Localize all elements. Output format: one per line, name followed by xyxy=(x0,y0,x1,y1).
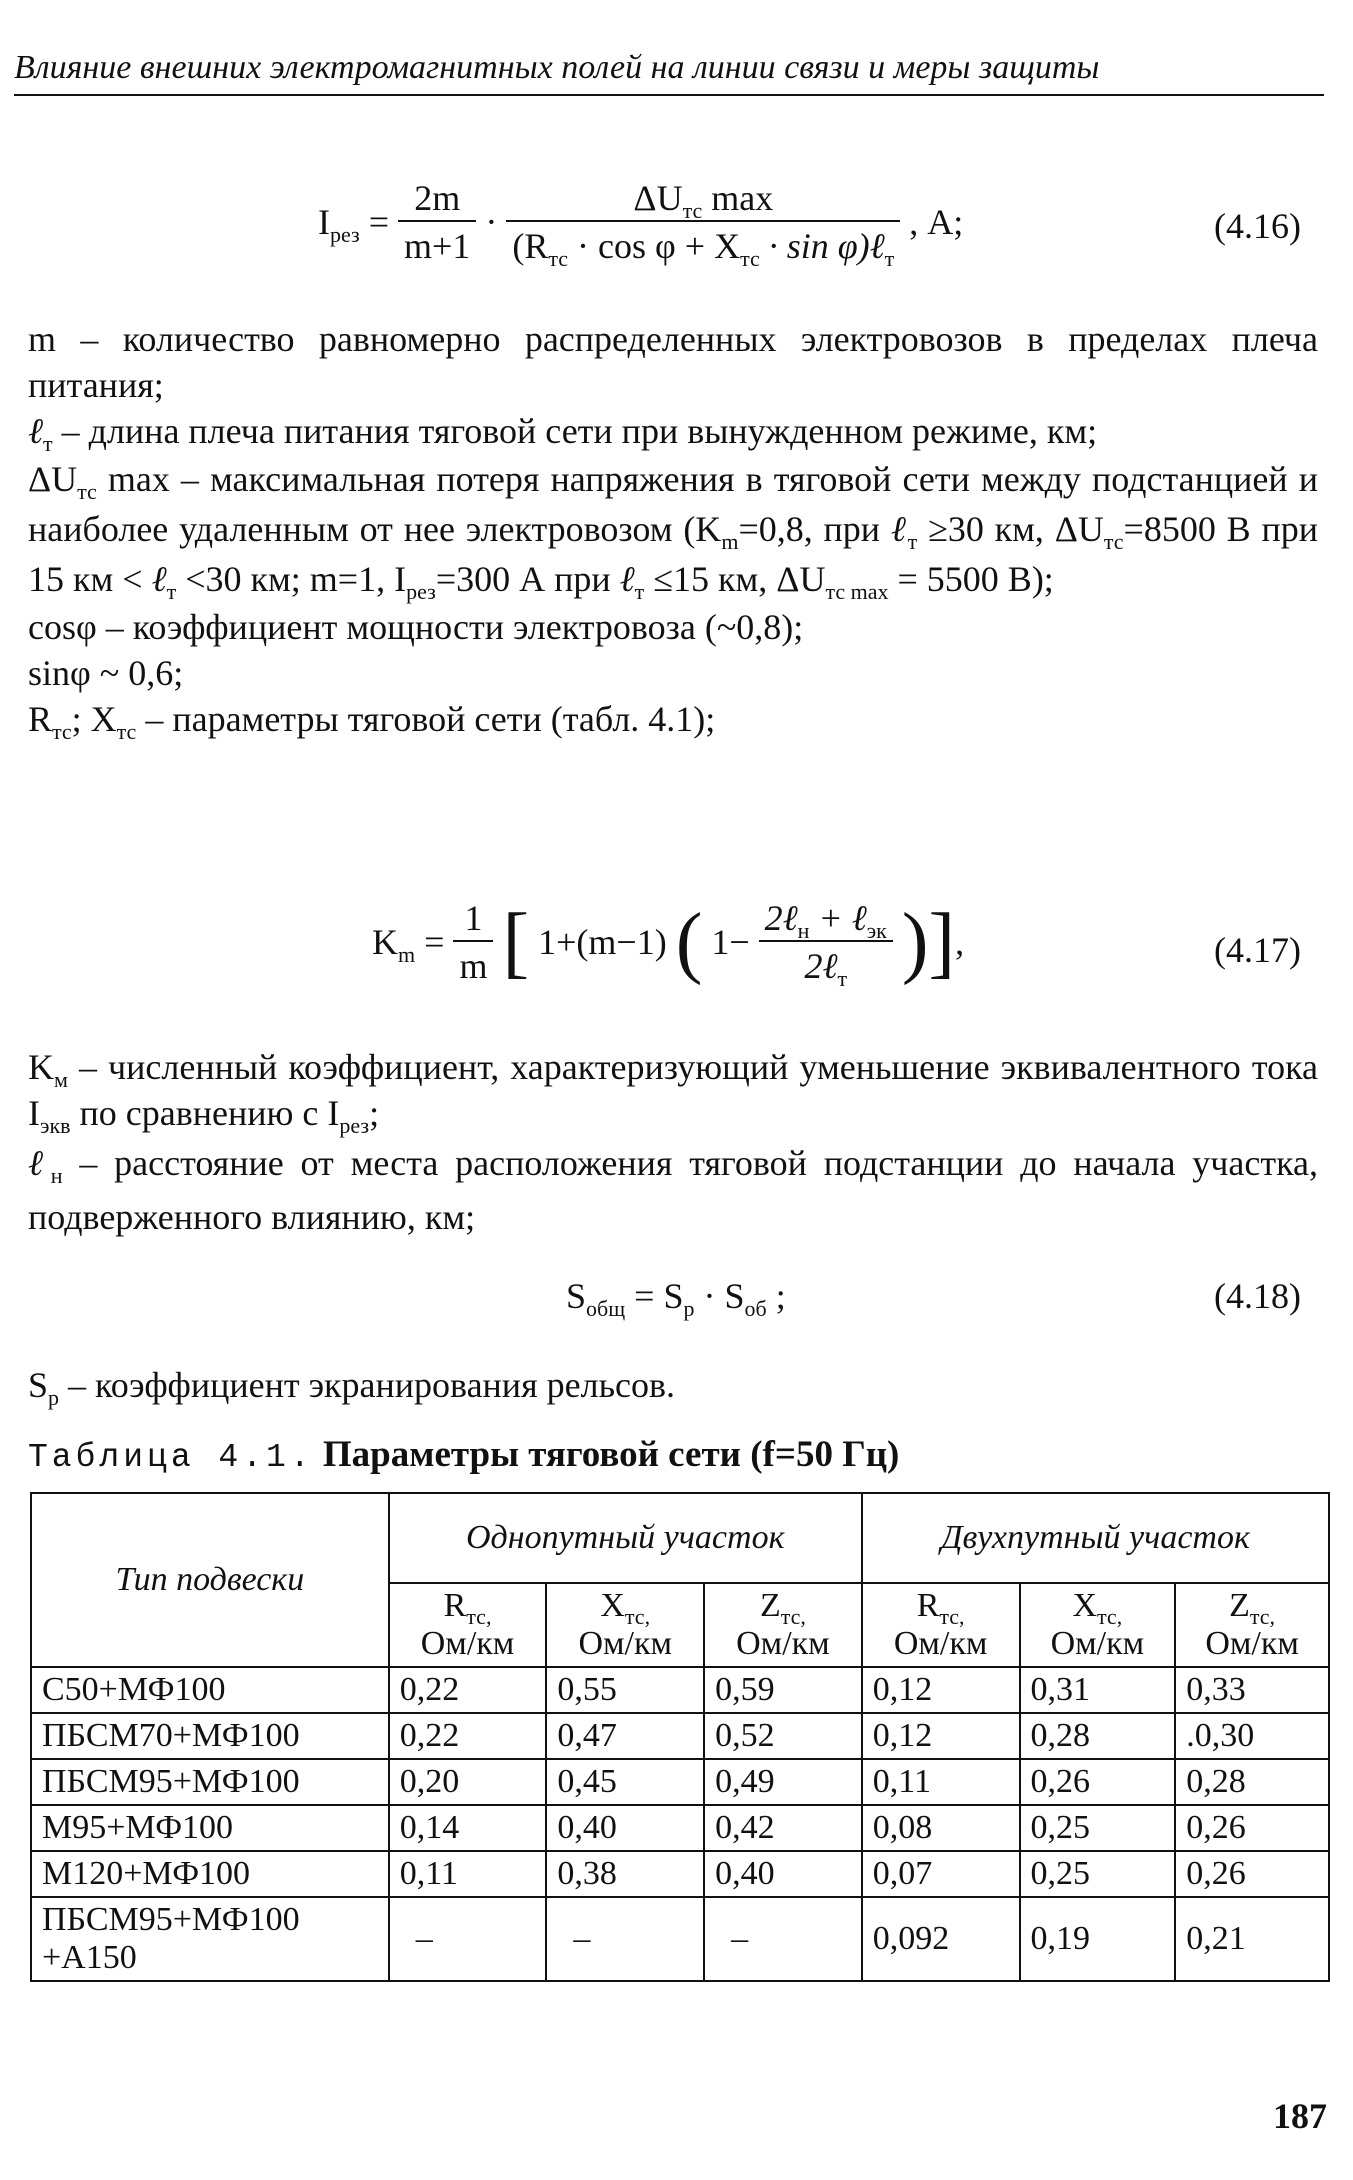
value-cell: 0,31 xyxy=(1020,1667,1176,1713)
value-cell: 0,20 xyxy=(389,1759,547,1805)
value-cell: 0,21 xyxy=(1175,1897,1329,1981)
definition-ln: ℓ$_н$ – расстояние от места расположения тяговой подстанции до начала участка, подверженного влиянию, км; xyxy=(28,1143,1318,1237)
value-cell: 0,07 xyxy=(862,1851,1020,1897)
paren-close: ) xyxy=(901,898,929,986)
definition-sp: $S_р$ – коэффициент экранирования рельсов. xyxy=(28,1365,675,1410)
parameters-table xyxy=(30,1492,1330,1982)
value-cell: – xyxy=(546,1897,704,1981)
value-cell: 0,49 xyxy=(704,1759,862,1805)
sub-header-cell: $X_{тс,}$ Ом/км xyxy=(1020,1583,1176,1667)
value-cell: 0,092 xyxy=(862,1897,1020,1981)
value-cell: 0,40 xyxy=(704,1851,862,1897)
header-double-track: Двухпутный участок xyxy=(862,1493,1329,1583)
formula-sub: рез xyxy=(330,222,360,247)
formula-lhs: I xyxy=(318,202,330,242)
value-cell: 0,19 xyxy=(1020,1897,1176,1981)
value-cell: 0,26 xyxy=(1175,1805,1329,1851)
value-cell: 0,26 xyxy=(1020,1759,1176,1805)
table-label: Таблица 4.1. xyxy=(28,1439,314,1476)
suspension-type-cell: М95+МФ100 xyxy=(31,1805,389,1851)
table-row xyxy=(31,1897,1329,1981)
table-title: Параметры тяговой сети (f=50 Гц) xyxy=(322,1434,900,1475)
value-cell: 0,33 xyxy=(1175,1667,1329,1713)
table-row xyxy=(31,1759,1329,1805)
table-row xyxy=(31,1851,1329,1897)
definition-r-x: $R_{тс}$; $X_{тс}$ – параметры тяговой сети (табл. 4.1); xyxy=(28,699,716,744)
value-cell: .0,30 xyxy=(1175,1713,1329,1759)
value-cell: 0,25 xyxy=(1020,1805,1176,1851)
bracket-close: ] xyxy=(928,898,956,986)
value-cell: 0,11 xyxy=(862,1759,1020,1805)
running-header: Влияние внешних электромагнитных полей на линии связи и меры защиты xyxy=(14,48,1324,96)
definitions-block xyxy=(28,1044,1318,1244)
fraction: $\frac{2\ell_н + \ell_{эк}}{2\ell_т}$ xyxy=(759,898,893,986)
definition-km: $K_м$ – численный коэффициент, характеризующий уменьшение эквивалентного тока $I_{экв}$ по сравнению с $I_{рез}$; xyxy=(28,1047,1318,1138)
equation-number: (4.18) xyxy=(1214,1276,1301,1316)
value-cell: 0,59 xyxy=(704,1667,862,1713)
value-cell: 0,40 xyxy=(546,1805,704,1851)
value-cell: 0,08 xyxy=(862,1805,1020,1851)
value-cell: 0,28 xyxy=(1020,1713,1176,1759)
formula-4-17: $K_m$ = $\frac{1}{m}$ [ 1+(m−1) ( 1− $\frac{2\ell_н + \ell_{эк}}{2\ell_т}$ )], xyxy=(372,898,965,991)
value-cell: – xyxy=(389,1897,547,1981)
value-cell: – xyxy=(704,1897,862,1981)
header-single-track: Однопутный участок xyxy=(389,1493,862,1583)
fraction: $\frac{\Delta U_{тс} \max}{(R_{тс} \cdot \cos \varphi + X_{тс} \cdot \sin \varphi)\ell_т}$ xyxy=(506,178,900,266)
suspension-type-cell: С50+МФ100 xyxy=(31,1667,389,1713)
sub-header-cell: $R_{тс,}$ Ом/км xyxy=(862,1583,1020,1667)
definition-m: m – количество равномерно распределенных электровозов в пределах плеча питания; xyxy=(28,319,1318,405)
sub-header-cell: $X_{тс,}$ Ом/км xyxy=(546,1583,704,1667)
header-suspension-type: Тип подвески xyxy=(31,1493,389,1667)
equation-number: (4.16) xyxy=(1214,206,1301,246)
definition-lt: ℓ$_т$ – длина плеча питания тяговой сети при вынужденном режиме, км; xyxy=(28,411,1098,456)
table-body xyxy=(31,1667,1329,1981)
value-cell: 0,25 xyxy=(1020,1851,1176,1897)
fraction: $\frac{1}{m}$ xyxy=(453,898,493,986)
table-row xyxy=(31,1667,1329,1713)
bracket-open: [ xyxy=(502,898,530,986)
table-row xyxy=(31,1713,1329,1759)
value-cell: 0,12 xyxy=(862,1667,1020,1713)
value-cell: 0,11 xyxy=(389,1851,547,1897)
value-cell: 0,12 xyxy=(862,1713,1020,1759)
value-cell: 0,45 xyxy=(546,1759,704,1805)
sub-header-cell: $Z_{тс,}$ Ом/км xyxy=(1175,1583,1329,1667)
value-cell: 0,22 xyxy=(389,1667,547,1713)
value-cell: 0,22 xyxy=(389,1713,547,1759)
value-cell: 0,26 xyxy=(1175,1851,1329,1897)
definitions-block xyxy=(28,316,1318,742)
suspension-type-cell: ПБСМ95+МФ100 +А150 xyxy=(31,1897,389,1981)
formula-4-18: $S_{общ} = S_р \cdot S_{об}$ ; xyxy=(566,1276,786,1321)
table-caption xyxy=(28,1432,899,1481)
suspension-type-cell: ПБСМ95+МФ100 xyxy=(31,1759,389,1805)
value-cell: 0,47 xyxy=(546,1713,704,1759)
definition-sin: sinφ ~ 0,6; xyxy=(28,653,184,693)
value-cell: 0,42 xyxy=(704,1805,862,1851)
value-cell: 0,55 xyxy=(546,1667,704,1713)
formula-4-16: $I_{рез}$ = $\frac{2m}{m+1}$ · $\frac{\Delta U_{тс} \max}{(R_{тс} \cdot \cos \varphi + X_{тс} \cdot \sin \varphi)\ell_т}$ , А; xyxy=(318,178,964,271)
value-cell: 0,28 xyxy=(1175,1759,1329,1805)
definition-du: $\Delta U_{тс}$ max – максимальная потеря напряжения в тяговой сети между подстанцией и наиболее удаленным от нее электровозом ($K_m=0,8$, при ℓ$_т$ ≥30 км, $\Delta U_{тс}=8500$ В при 15 км < ℓ$_т$ <30 км; m=1, $I_{рез}=300$ А при ℓ$_т$ ≤15 км, $\Delta U_{тс max} = 5500$ В); xyxy=(28,459,1318,604)
definition-cos: cosφ – коэффициент мощности электровоза (~0,8); xyxy=(28,607,804,647)
value-cell: 0,52 xyxy=(704,1713,862,1759)
paren-open: ( xyxy=(675,898,703,986)
suspension-type-cell: ПБСМ70+МФ100 xyxy=(31,1713,389,1759)
table-row xyxy=(31,1805,1329,1851)
fraction: $\frac{2m}{m+1}$ xyxy=(398,178,476,266)
suspension-type-cell: М120+МФ100 xyxy=(31,1851,389,1897)
equation-number: (4.17) xyxy=(1214,930,1301,970)
value-cell: 0,14 xyxy=(389,1805,547,1851)
sub-header-cell: $Z_{тс,}$ Ом/км xyxy=(704,1583,862,1667)
page-number: 187 xyxy=(1273,2096,1327,2136)
value-cell: 0,38 xyxy=(546,1851,704,1897)
sub-header-cell: $R_{тс,}$ Ом/км xyxy=(389,1583,547,1667)
